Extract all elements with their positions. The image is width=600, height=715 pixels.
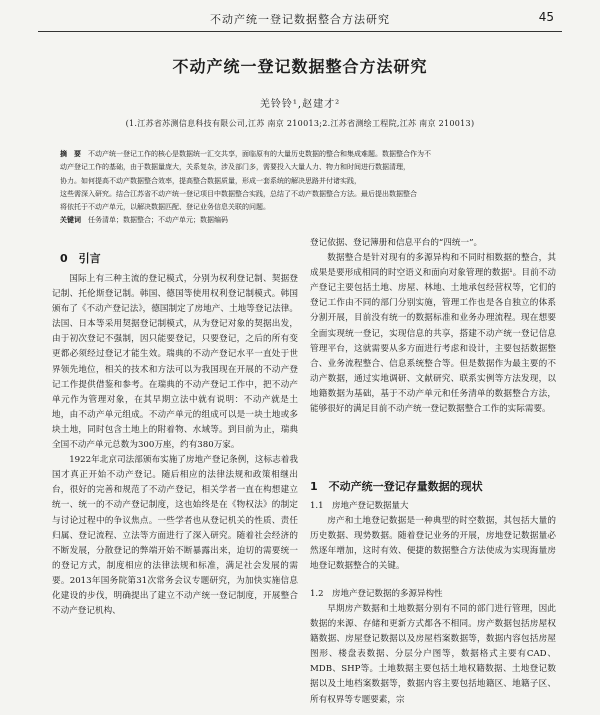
abstract-line: 动产登记工作的基础，由于数据量庞大，关系复杂，涉及部门多，需要投入大量人力、物力和时间进行数据清理，	[60, 163, 410, 172]
body-paragraph: 数据整合是针对现有的多源异构和不同时相数据的整合，其成果是要形成相同的时空语义和面向对象管理的数据¹。目前不动产登记主要包括土地、房屋、林地、土地承包经营权等，它们的登记工作由不同的部门分别实施，管理工作也是各自独立的体系分割开展，目前没有统一的数据标准和业务办理流程。现在想要全面实现统一登记，实现信息的共享，搭建不动产统一登记信息管理平台，这就需要从多方面进行考虑和设计，主要包括数据整合、业务流程整合、信息系统整合等。但是数据作为最主要的不动产数据，通过实地调研、文献研究、联系实例等方法发现，以地籍数据为基础，基于不动产单元和任务清单的数据整合方法，能够很好的满足目前不动产统一登记数据整合工作的实际需要。	[310, 253, 556, 415]
running-title: 不动产统一登记数据整合方法研究	[210, 13, 390, 26]
body-paragraph: 早期房产数据和土地数据分别有不同的部门进行管理，因此数据的来源、存储和更新方式都各不相同。房产数据包括房屋权籍数据、房屋登记数据以及房屋档案数据等，数据内容包括房屋图形、楼盘表数据、分层分户图等，数据格式主要有CAD、MDB、SHP等。土地数据主要包括土地权籍数据、土地登记数据以及土地档案数据等，数据内容主要包括地籍区、地籍子区、所有权界等专题要素，宗	[310, 604, 556, 705]
section-heading-1: 1 不动产统一登记存量数据的现状	[310, 480, 483, 493]
keywords-label: 关键词	[60, 216, 81, 224]
keywords-block	[60, 214, 542, 227]
body-paragraph: 国际上有三种主流的登记模式，分别为权利登记制、契据登记制、托伦斯登记制。韩国、德国等使用权利登记制模式。韩国颁布了《不动产登记法》，德国制定了房地产、土地等登记法律。法国、日本等采用契据登记制模式，从为登记对象的契据出发，由于初次登记不强制，因只能要登记，只要登记，之后的所有变更都必须经过登记才能生效。瑞典的不动产登记水平一直处于世界领先地位，相关的技术和方法可以为我国现在开展的不动产登记工作提供借鉴和参考。在瑞典的不动产登记工作中，把不动产单元作为管理对象，在其早期立法中就有说明：不动产就是土地，由不动产单元组成。不动产单元的组成可以是一块土地或多块土地，同时包含土地上的附着物、水域等。到目前为止，瑞典全国不动产单元总数为300万座，约有380万家。	[52, 274, 298, 451]
running-header	[0, 8, 600, 30]
body-paragraph: 登记依据、登记簿册和信息平台的“四统一”。	[310, 238, 483, 248]
abstract-line: 将依托于不动产单元，以解决数据匹配、登记业务信息关联的问题。	[60, 203, 270, 212]
header-rule	[38, 31, 562, 32]
body-paragraph: 房产和土地登记数据是一种典型的时空数据，其包括大量的历史数据、现势数据。随着登记业务的开展，房地登记数据量必然逐年增加，这时有效、便捷的数据整合方法使成为实现海量房地登记数据整合的关键。	[310, 516, 556, 572]
abstract-label: 摘 要	[60, 150, 81, 158]
article-authors: 羌铃铃¹,赵建才²	[259, 99, 341, 110]
subsection-heading-1-2: 1.2 房地产登记数据的多源异构性	[310, 589, 443, 599]
keywords-text: 任务清单；数据整合；不动产单元；数据编码	[88, 216, 228, 224]
section-heading-0: 0 引言	[60, 252, 101, 265]
abstract-line: 这些需深入研究。结合江苏省不动产统一登记项目中数据整合实践，总结了不动产数据整合方法。最后提出数据整合	[60, 189, 417, 198]
right-column-cont2	[310, 602, 556, 708]
abstract-line: 摘 要 不动产统一登记工作的核心是数据统一汇交共享，面临原有的大量历史数据的整合和集成难题。数据整合作为不	[60, 150, 431, 158]
left-column	[52, 272, 298, 619]
right-column-cont	[310, 514, 556, 574]
body-paragraph: 1922年北京司法部颁布实施了房地产登记条例，这标志着我国才真正开始不动产登记。随后相应的法律法规和政策相继出台，很好的完善和规范了不动产登记，相关学者一直在构想建立统一、统一的不动产登记制度，这也始终是在《物权法》的制定与讨论过程中的争议焦点。一些学者也从登记机关的性质、责任归属、登记流程、立法等方面进行了深入研究。随着社会经济的不断发展，分散登记的弊端开始不断暴露出来，迫切的需要统一的登记方式，制度相应的法律法规和标准，满足社会发展的需要。2013年国务院第31次常务会议专题研究，为加快实施信息化建设的步伐，明确提出了建立不动产统一登记制度，开展整合不动产登记机构、	[52, 455, 298, 617]
page-number: 45	[538, 10, 554, 24]
author-affiliation: (1.江苏省苏测信息科技有限公司,江苏 南京 210013;2.江苏省测绘工程院,江苏 南京 210013)	[125, 119, 475, 128]
article-title: 不动产统一登记数据整合方法研究	[172, 57, 428, 76]
abstract-block	[60, 148, 542, 214]
right-column	[310, 236, 556, 417]
subsection-heading-1-1: 1.1 房地产登记数据量大	[310, 501, 409, 511]
abstract-line: 协力。如何提高不动产数据整合效率，提高整合数据质量，形成一套系统的解决思路并付诸实践，	[60, 176, 361, 185]
